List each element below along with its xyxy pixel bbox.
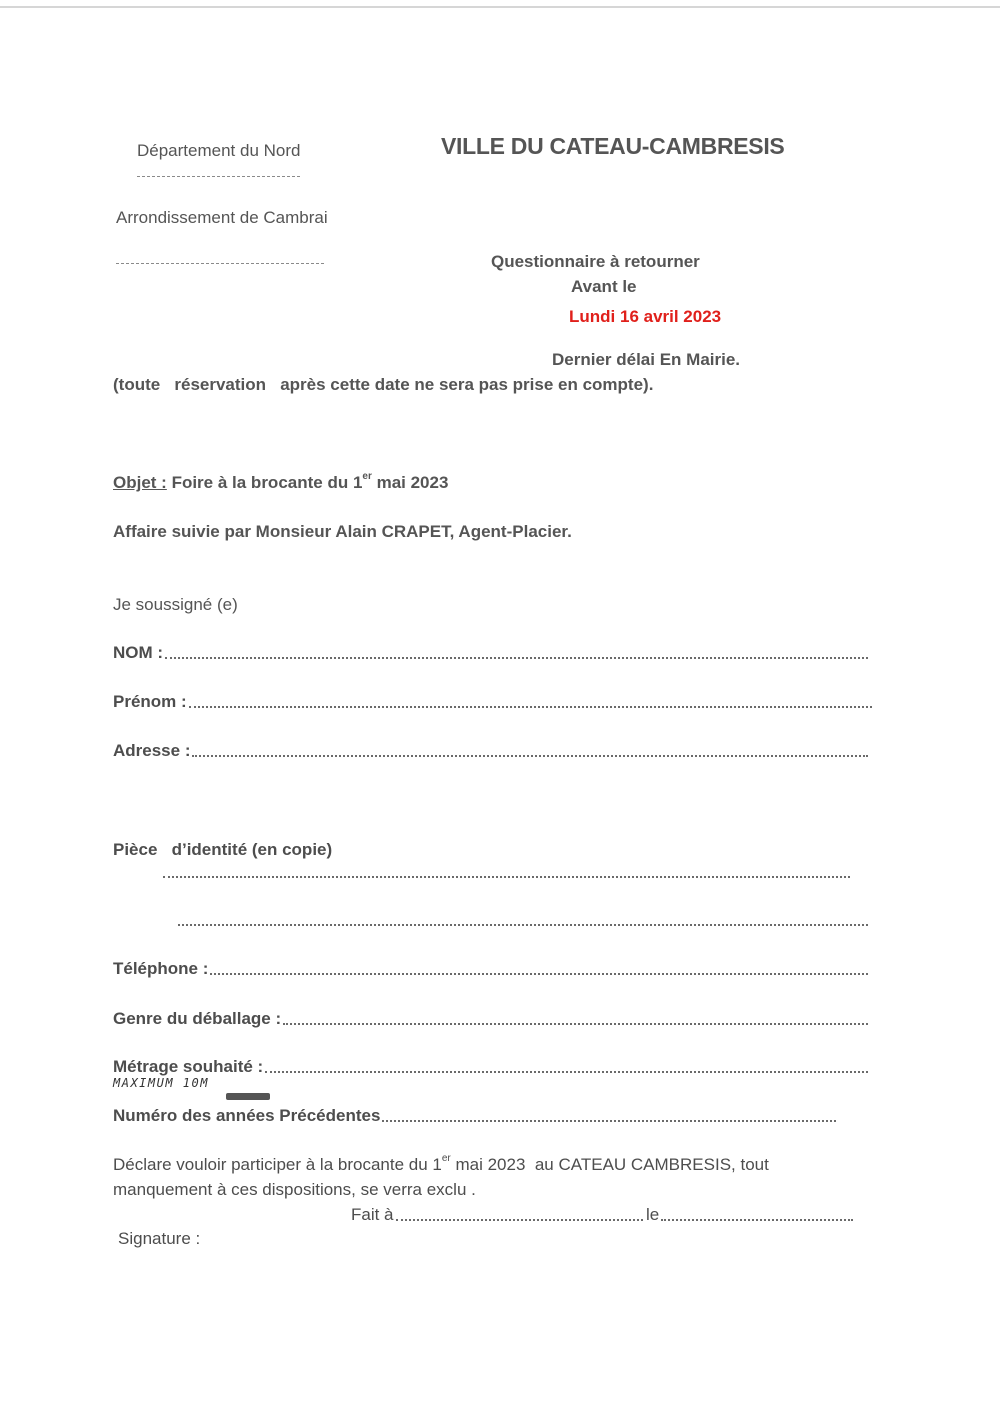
soussigne-label: Je soussigné (e)	[113, 595, 238, 614]
fait-a-field[interactable]	[351, 1205, 643, 1225]
deadline-line2: Avant le	[571, 277, 637, 296]
objet-text: Foire à la brocante du 1	[166, 473, 363, 492]
objet-text-end: mai 2023	[371, 473, 449, 492]
metrage-field[interactable]	[113, 1057, 868, 1077]
arrondissement-label: Arrondissement de Cambrai	[116, 208, 328, 227]
piece-dotted-line-2[interactable]	[178, 924, 868, 926]
objet-line	[113, 473, 448, 493]
le-field[interactable]	[646, 1205, 853, 1225]
declaration-sup: er	[441, 1153, 451, 1164]
nom-label: NOM :	[113, 643, 164, 662]
scan-top-edge	[0, 6, 1000, 8]
fait-a-label: Fait à	[351, 1205, 394, 1224]
fait-a-dotted-line[interactable]	[396, 1219, 643, 1221]
declaration-line1	[113, 1155, 769, 1175]
declaration-text-end: mai 2023 au CATEAU CAMBRESIS, tout	[450, 1155, 769, 1174]
arrondissement-underline	[116, 263, 324, 264]
nom-field[interactable]	[113, 643, 868, 663]
deadline-line1: Questionnaire à retourner	[491, 252, 700, 271]
objet-label: Objet :	[113, 473, 167, 492]
declaration-text: Déclare vouloir participer à la brocante du 1	[113, 1155, 442, 1174]
affaire-line: Affaire suivie par Monsieur Alain CRAPET, Agent-Placier.	[113, 522, 572, 541]
ville-title: VILLE DU CATEAU-CAMBRESIS	[441, 133, 785, 159]
telephone-field[interactable]	[113, 959, 868, 979]
adresse-dotted-line[interactable]	[192, 755, 868, 757]
le-dotted-line[interactable]	[661, 1219, 853, 1221]
numero-label: Numéro des années Précédentes	[113, 1106, 381, 1125]
adresse-label: Adresse :	[113, 741, 191, 760]
objet-sup: er	[362, 471, 372, 482]
numero-field[interactable]	[113, 1106, 836, 1126]
genre-label: Genre du déballage :	[113, 1009, 282, 1028]
prenom-dotted-line[interactable]	[189, 706, 872, 708]
departement-label: Département du Nord	[137, 141, 301, 160]
metrage-dotted-line[interactable]	[265, 1071, 868, 1073]
genre-dotted-line[interactable]	[283, 1023, 868, 1025]
numero-dotted-line[interactable]	[382, 1120, 836, 1122]
adresse-field[interactable]	[113, 741, 868, 761]
deadline-line3: Dernier délai En Mairie.	[552, 350, 741, 369]
deadline-note: (toute réservation après cette date ne sera pas prise en compte).	[113, 375, 654, 394]
prenom-field[interactable]	[113, 692, 872, 712]
piece-dotted-line-1[interactable]	[163, 876, 850, 878]
handwritten-maximum-note: MAXIMUM 10M	[113, 1076, 209, 1090]
deadline-date: Lundi 16 avril 2023	[569, 307, 722, 326]
genre-field[interactable]	[113, 1009, 868, 1029]
nom-dotted-line[interactable]	[165, 657, 868, 659]
telephone-label: Téléphone :	[113, 959, 209, 978]
signature-label: Signature :	[118, 1229, 201, 1248]
piece-label: Pièce d’identité (en copie)	[113, 840, 333, 859]
declaration-line2: manquement à ces dispositions, se verra exclu .	[113, 1180, 476, 1199]
le-label: le	[646, 1205, 660, 1224]
prenom-label: Prénom :	[113, 692, 187, 711]
telephone-dotted-line[interactable]	[210, 973, 868, 975]
metrage-label: Métrage souhaité :	[113, 1057, 264, 1076]
handwritten-scribble-mark	[226, 1093, 270, 1100]
departement-underline	[137, 176, 300, 177]
